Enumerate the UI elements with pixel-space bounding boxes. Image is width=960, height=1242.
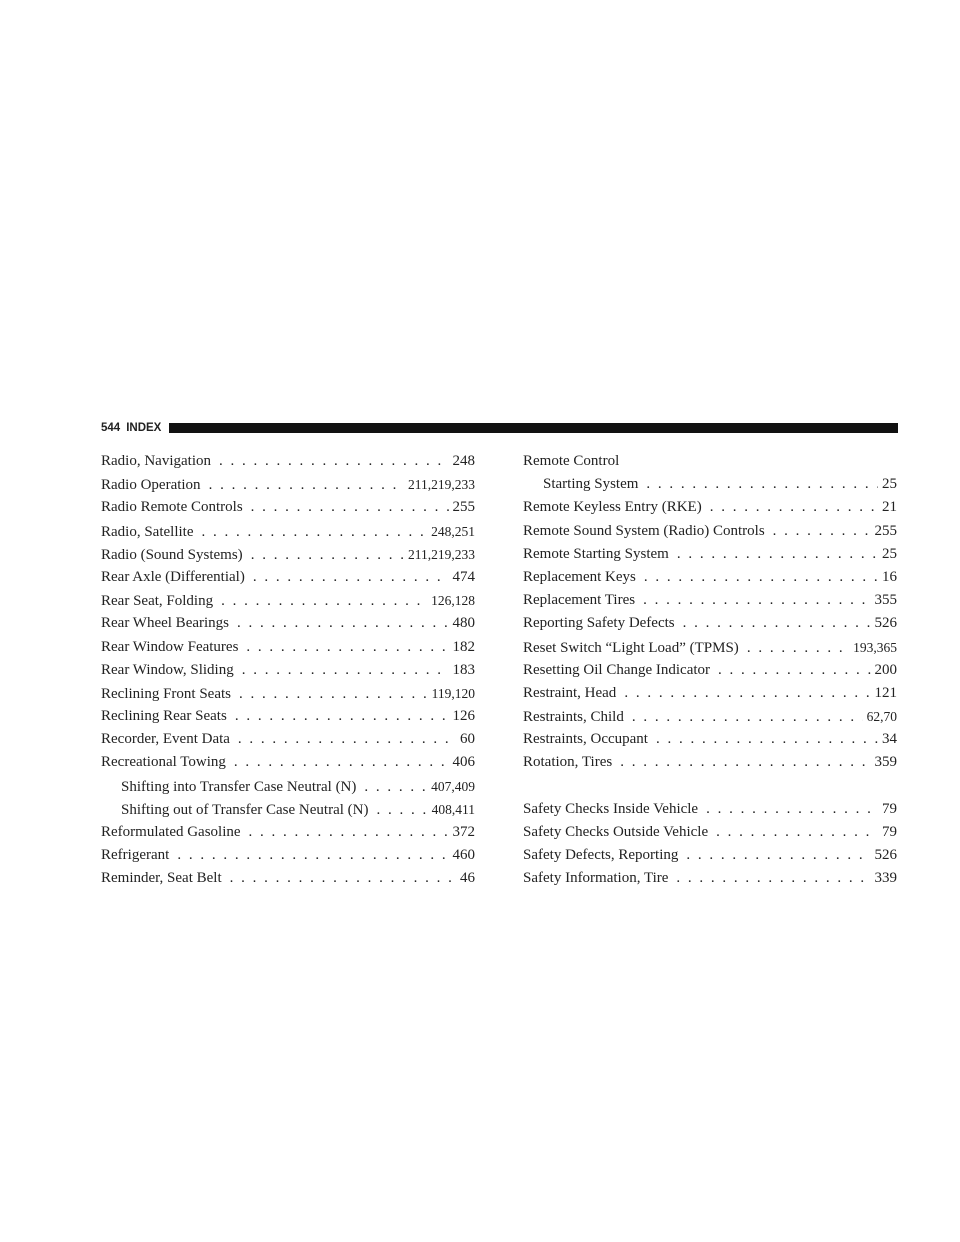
dot-leader [710,496,878,519]
dot-leader [677,543,878,566]
dot-leader [237,612,448,635]
index-entry [101,659,475,682]
index-term: Rear Wheel Bearings [101,615,230,632]
page-reference: 407,409 [431,778,475,794]
index-term: Refrigerant [101,847,170,864]
index-term: Safety Checks Inside Vehicle [523,800,699,817]
index-term: Radio Remote Controls [101,499,243,516]
dot-leader [686,844,870,867]
index-entry [101,450,475,473]
dot-leader [716,821,878,844]
index-entry [523,798,897,821]
index-term: Shifting out of Transfer Case Neutral (N) [121,801,369,818]
page-reference: 248,251 [431,523,475,539]
index-heading-entry: Remote Control [523,453,620,469]
index-term: Safety Checks Outside Vehicle [523,824,709,840]
dot-leader [253,566,449,589]
dot-leader [620,751,870,774]
index-entry [523,659,897,682]
index-entry [101,589,475,612]
index-term: Remote Starting System [523,545,669,562]
index-entry [101,473,475,496]
dot-leader [632,706,863,729]
index-entry [523,705,897,728]
index-subentry [101,775,475,798]
page-reference: 79 [882,800,897,817]
index-term: Recreational Towing [101,754,226,771]
index-term: Reporting Safety Defects [523,615,675,632]
dot-leader [230,867,456,890]
index-entry [523,496,897,519]
dot-leader [177,844,448,867]
page-reference: 46 [460,870,475,887]
index-term: Replacement Tires [523,592,636,609]
page-reference: 355 [874,592,897,609]
index-entry [523,682,897,705]
section-title: INDEX [126,422,162,434]
index-term: Remote Keyless Entry (RKE) [523,499,702,516]
page-reference: 248 [452,453,475,469]
page-reference: 193,365 [853,639,897,655]
index-entry [101,682,475,705]
index-entry [101,821,475,844]
page-reference: 460 [452,847,475,864]
index-entry [101,566,475,589]
index-term: Radio Operation [101,477,201,494]
dot-leader [706,798,878,821]
page-reference: 183 [452,661,475,678]
page-reference: 526 [874,615,897,632]
index-entry [101,496,475,519]
index-entry [101,728,475,751]
index-entry [101,867,475,890]
index-entry [101,636,475,659]
index-term: Reset Switch “Light Load” (TPMS) [523,639,739,656]
dot-leader [239,683,428,706]
index-term: Resetting Oil Change Indicator [523,661,711,678]
page-reference: 408,411 [431,801,475,817]
dot-leader [773,520,871,543]
page-reference: 359 [874,754,897,771]
page-reference: 126,128 [431,593,475,609]
page-reference: 79 [882,824,897,840]
index-entry [101,543,475,566]
dot-leader [364,776,427,799]
index-entry [523,612,897,635]
page-reference: 16 [882,568,897,585]
index-term: Safety Information, Tire [523,870,669,887]
index-term: Radio (Sound Systems) [101,546,243,563]
page-reference: 25 [882,545,897,562]
page-reference: 474 [452,568,475,585]
index-entry [523,821,897,844]
index-entry [101,844,475,867]
index-term: Rear Seat, Folding [101,593,214,610]
dot-leader [718,659,870,682]
index-term: Radio, Navigation [101,453,211,469]
index-entry [523,589,897,612]
dot-leader [644,566,878,589]
dot-leader [201,521,427,544]
index-term: Safety Defects, Reporting [523,847,679,864]
index-entry [101,751,475,774]
index-entry [523,867,897,890]
index-term: Reminder, Seat Belt [101,870,222,887]
page-number: 544 [101,422,121,434]
dot-leader [683,612,871,635]
index-term: Restraints, Occupant [523,731,648,748]
index-subentry [523,473,897,496]
page-reference: 25 [882,476,897,493]
index-term: Radio, Satellite [101,523,194,540]
index-term: Remote Sound System (Radio) Controls [523,522,765,539]
index-entry [523,520,897,543]
index-column-left [101,450,475,891]
dot-leader [242,659,449,682]
index-term: Recorder, Event Data [101,731,230,748]
index-entry [523,566,897,589]
index-term: Replacement Keys [523,568,636,585]
page-reference: 182 [452,638,475,655]
index-entry [101,612,475,635]
page-reference: 480 [452,615,475,632]
index-term: Rear Window, Sliding [101,661,234,678]
page-reference: 526 [874,847,897,864]
index-column-right [523,450,897,891]
index-entry [101,520,475,543]
dot-leader [656,728,878,751]
page-reference: 255 [452,499,475,516]
page-reference: 339 [874,870,897,887]
header-rule [169,423,898,433]
dot-leader [251,496,449,519]
dot-leader [646,473,878,496]
dot-leader [249,821,449,844]
dot-leader [209,474,404,497]
dot-leader [219,450,449,473]
index-entry [523,728,897,751]
dot-leader [246,636,448,659]
page-reference: 62,70 [866,709,897,725]
index-entry [523,636,897,659]
page-reference: 406 [452,754,475,771]
page-reference: 34 [882,731,897,748]
dot-leader [238,728,456,751]
page-reference: 372 [452,824,475,840]
index-subentry [101,798,475,821]
dot-leader [676,867,870,890]
dot-leader [234,751,449,774]
index-term: Starting System [543,476,639,493]
dot-leader [251,544,404,567]
dot-leader [376,799,427,822]
dot-leader [643,589,870,612]
index-term: Reclining Front Seats [101,685,231,702]
dot-leader [624,682,870,705]
index-entry [523,751,897,774]
index-term: Reclining Rear Seats [101,708,227,725]
dot-leader [747,637,849,660]
page-header [101,420,898,436]
index-term: Restraint, Head [523,684,617,701]
page-reference: 126 [452,708,475,725]
dot-leader [235,705,449,728]
page-reference: 60 [460,731,475,748]
page-reference: 119,120 [431,685,475,701]
index-term: Rear Axle (Differential) [101,568,245,585]
index-term: Shifting into Transfer Case Neutral (N) [121,778,357,795]
index-term: Rotation, Tires [523,754,613,771]
index-entry [101,705,475,728]
index-term: Restraints, Child [523,709,624,726]
page-reference: 255 [874,522,897,539]
page-reference: 21 [882,499,897,516]
page-reference: 200 [874,661,897,678]
index-entry [523,543,897,566]
page-reference: 211,219,233 [408,546,475,562]
page-reference: 121 [874,684,897,701]
index-term: Reformulated Gasoline [101,824,241,840]
dot-leader [221,590,427,613]
index-term: Rear Window Features [101,638,239,655]
page-reference: 211,219,233 [408,477,475,493]
index-entry [523,844,897,867]
